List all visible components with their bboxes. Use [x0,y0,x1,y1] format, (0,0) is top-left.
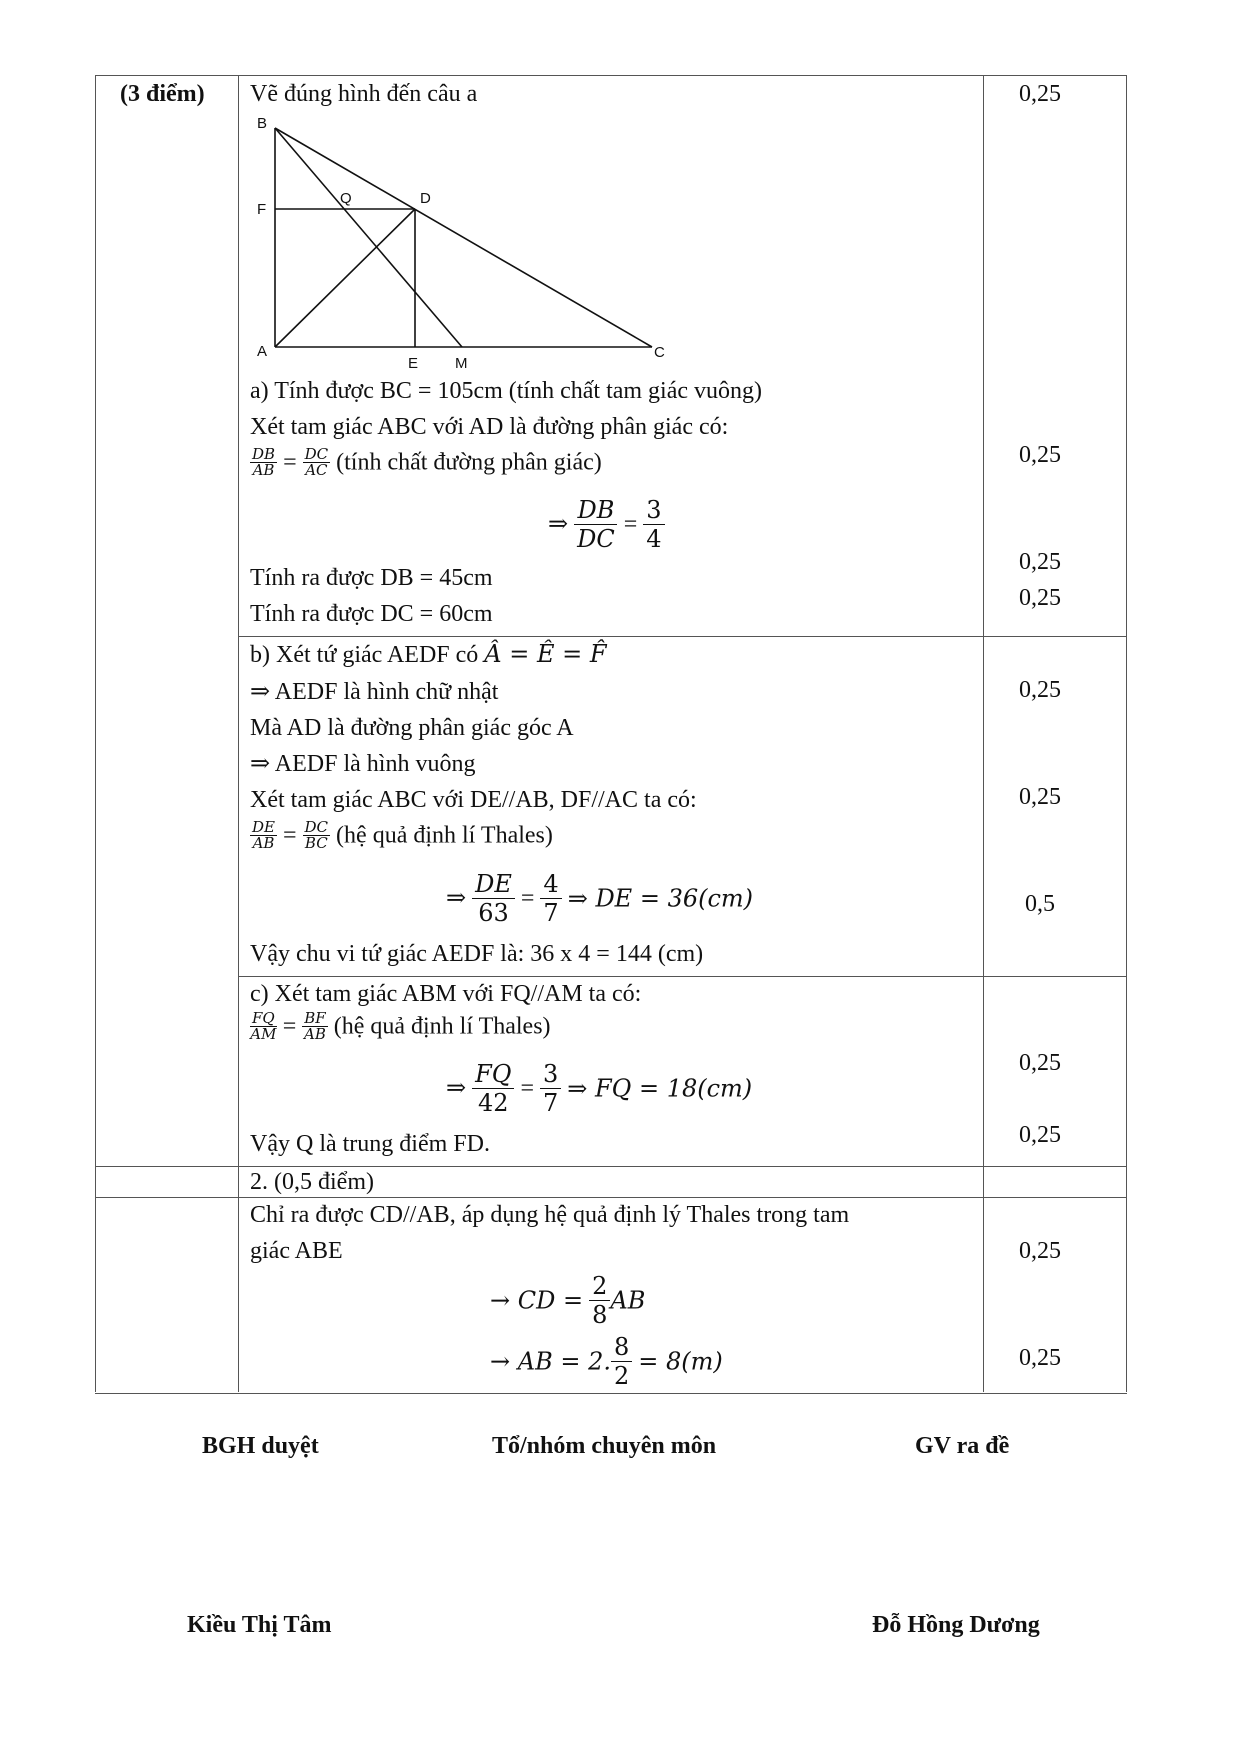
fraction-4-7: $\frac{4}{7}$ [540,870,561,927]
segment-ad [275,209,415,347]
fraction-dc-ac: $\frac{DC}{AC}$ [304,445,329,479]
segment-bc [275,128,652,347]
table-divider-1 [238,75,239,1392]
part-a-line-5: Tính ra được DC = 60cm [250,601,493,627]
table-border-right [1126,75,1127,1392]
score-c-2: 0,25 [1019,1122,1061,1148]
score-2-2: 0,25 [1019,1345,1061,1371]
fraction-fq-42: $\frac{FQ}{42}$ [472,1060,514,1117]
part-a-ratio-equation: $\frac{DB}{AB}$ = $\frac{DC}{AC}$ (tính chất đường phân giác) [252,445,602,479]
row-divider-2-header [95,1197,1127,1198]
label-q: Q [340,190,352,207]
fraction-de-ab: $\frac{DE}{AB}$ [252,818,275,852]
fraction-8-2: $\frac{8}{2}$ [611,1333,632,1390]
score-2-1: 0,25 [1019,1238,1061,1264]
fraction-fq-am: $\frac{FQ}{AM}$ [250,1009,277,1043]
part-c-line-4: Vậy Q là trung điểm FD. [250,1131,490,1157]
label-m: M [455,355,468,370]
part-b-line-1: b) Xét tứ giác AEDF có Â = Ê = F̂ [250,640,607,668]
part-b-line-3: Mà AD là đường phân giác góc A [250,715,574,741]
part-a-implies-ratio: ⇒ $\frac{DB}{DC}$ = $\frac{3}{4}$ [548,496,665,553]
label-f: F [257,201,267,218]
signature-title-department: Tổ/nhóm chuyên môn [492,1433,717,1459]
signature-title-teacher: GV ra đề [915,1433,1010,1459]
table-border-bottom [95,1393,1127,1394]
part-b-line-8: Vậy chu vi tứ giác AEDF là: 36 x 4 = 144 (cm) [250,941,704,967]
part-2-line-1: Chỉ ra được CD//AB, áp dụng hệ quả định lý Thales trong tam [250,1202,850,1228]
part-a-line-1: a) Tính được BC = 105cm (tính chất tam giác vuông) [250,378,763,404]
figure-intro: Vẽ đúng hình đến câu a [250,81,478,107]
part-b-result-equation: ⇒ $\frac{DE}{63}$ = $\frac{4}{7}$ ⇒ DE = 36(cm) [446,870,754,927]
signature-name-teacher: Đỗ Hồng Dương [872,1612,1040,1638]
signature-name-principal: Kiều Thị Tâm [187,1612,332,1638]
score-a-2: 0,25 [1019,549,1061,575]
score-a-3: 0,25 [1019,585,1061,611]
part-2-equation-1: → CD = $\frac{2}{8}$ AB [490,1272,646,1329]
label-b: B [257,115,268,132]
fraction-2-8: $\frac{2}{8}$ [589,1272,610,1329]
part-b-line-2: ⇒ AEDF là hình chữ nhật [250,679,499,705]
table-divider-2 [983,75,984,1392]
segment-bm [275,128,462,347]
score-c-1: 0,25 [1019,1050,1061,1076]
fraction-db-dc: $\frac{DB}{DC}$ [574,496,618,553]
row-divider-c-2 [95,1166,1127,1167]
fraction-de-63: $\frac{DE}{63}$ [472,870,515,927]
part-2-equation-2: → AB = 2. $\frac{8}{2}$ = 8(m) [490,1333,723,1390]
table-border-top [95,75,1127,76]
part-c-line-1: c) Xét tam giác ABM với FQ//AM ta có: [250,981,642,1007]
part-2-line-2: giác ABE [250,1238,343,1264]
signature-title-principal: BGH duyệt [202,1433,319,1459]
row-divider-a-b [238,636,1127,637]
label-e: E [408,355,419,370]
geometry-figure [240,110,700,370]
points-label: (3 điểm) [120,81,205,107]
label-c: C [654,344,665,361]
fraction-dc-bc: $\frac{DC}{BC}$ [304,818,329,852]
row-divider-b-c [238,976,1127,977]
score-figure: 0,25 [1019,81,1061,107]
fraction-bf-ab: $\frac{BF}{AB}$ [304,1009,326,1043]
score-b-3: 0,5 [1025,891,1055,917]
part-b-thales-equation: $\frac{DE}{AB}$ = $\frac{DC}{BC}$ (hệ quả định lí Thales) [252,818,553,852]
fraction-3-7: $\frac{3}{7}$ [540,1060,561,1117]
table-border-left [95,75,96,1392]
score-b-2: 0,25 [1019,784,1061,810]
part-a-line-2: Xét tam giác ABC với AD là đường phân giác có: [250,414,729,440]
part-c-thales-equation: $\frac{FQ}{AM}$ = $\frac{BF}{AB}$ (hệ quả định lí Thales) [250,1009,551,1043]
label-a: A [257,343,268,360]
score-a-1: 0,25 [1019,442,1061,468]
score-b-1: 0,25 [1019,677,1061,703]
part-a-line-4: Tính ra được DB = 45cm [250,565,493,591]
label-d: D [420,190,431,207]
part-2-header: 2. (0,5 điểm) [250,1169,374,1195]
fraction-db-ab: $\frac{DB}{AB}$ [252,445,276,479]
part-c-result-equation: ⇒ $\frac{FQ}{42}$ = $\frac{3}{7}$ ⇒ FQ = 18(cm) [446,1060,753,1117]
part-b-line-4: ⇒ AEDF là hình vuông [250,751,476,777]
fraction-3-4: $\frac{3}{4}$ [643,496,664,553]
part-b-line-5: Xét tam giác ABC với DE//AB, DF//AC ta có: [250,787,697,813]
